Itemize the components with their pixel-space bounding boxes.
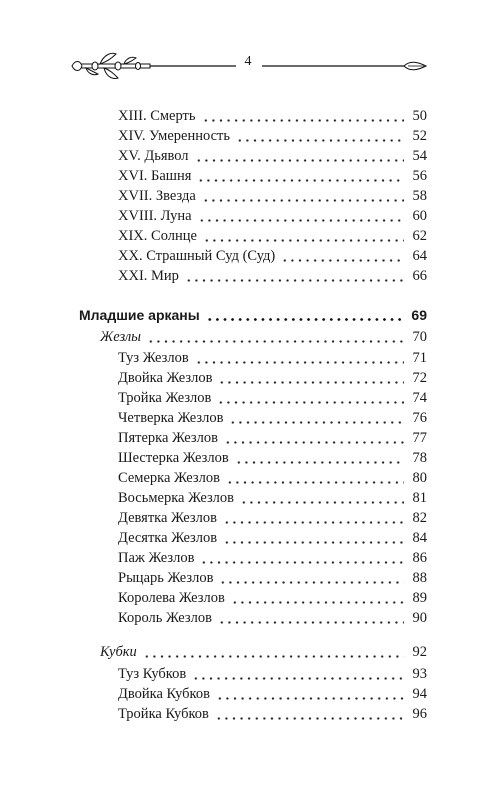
dot-leader (235, 450, 404, 464)
toc-entry-label: Десятка Жезлов (118, 530, 218, 546)
dot-leader (223, 510, 404, 524)
dot-leader (224, 430, 404, 444)
toc-entry-page: 74 (412, 390, 427, 406)
dot-leader (185, 268, 404, 282)
toc-section-label: Младшие арканы (79, 307, 200, 323)
toc-entry-label: Восьмерка Жезлов (118, 490, 235, 506)
dot-leader (202, 188, 404, 202)
toc-entry-page: 90 (412, 610, 427, 626)
toc-entry-label: Девятка Жезлов (118, 510, 217, 526)
dot-leader (192, 666, 404, 680)
toc-entry-page: 72 (412, 370, 427, 386)
toc-entry[interactable] (118, 349, 427, 367)
toc-subsection-page: 70 (412, 329, 427, 345)
toc-entry-label: Двойка Кубков (118, 686, 210, 702)
toc-entry-label: Тройка Жезлов (118, 390, 212, 406)
toc-entry[interactable] (118, 227, 427, 245)
toc-entry[interactable] (118, 267, 427, 285)
toc-entry-page: 77 (412, 430, 427, 446)
toc-entry-label: XIV. Умеренность (118, 128, 230, 144)
toc-entry-label: Паж Жезлов (118, 550, 195, 566)
dot-leader (195, 350, 404, 364)
toc-entry[interactable] (118, 529, 427, 547)
dot-leader (147, 329, 404, 343)
dot-leader (215, 706, 404, 720)
dot-leader (219, 570, 404, 584)
toc-entry-page: 52 (412, 128, 427, 144)
dot-leader (143, 644, 404, 658)
toc-entry-page: 54 (412, 148, 427, 164)
toc-entry-label: Двойка Жезлов (118, 370, 213, 386)
toc-entry-label: Семерка Жезлов (118, 470, 220, 486)
dot-leader (240, 490, 404, 504)
toc-subsection-label: Кубки (100, 644, 137, 660)
toc-entry[interactable] (118, 187, 427, 205)
dot-leader (198, 208, 404, 222)
toc-entry[interactable] (118, 247, 427, 265)
dot-leader (218, 610, 404, 624)
toc-entry-label: Королева Жезлов (118, 590, 225, 606)
toc-entry-label: Туз Жезлов (118, 350, 189, 366)
toc-entry-page: 82 (412, 510, 427, 526)
dot-leader (236, 128, 404, 142)
toc-entry-label: Король Жезлов (118, 610, 212, 626)
toc-entry-page: 94 (412, 686, 427, 702)
dot-leader (226, 470, 404, 484)
dot-leader (202, 108, 405, 122)
toc-entry[interactable] (118, 429, 427, 447)
toc-entry[interactable] (118, 609, 427, 627)
toc-entry-page: 81 (412, 490, 427, 506)
toc-entry[interactable] (118, 449, 427, 467)
toc-entry-page: 50 (412, 108, 427, 124)
toc-entry-page: 66 (412, 268, 427, 284)
page-number: 4 (244, 54, 252, 69)
toc-entry[interactable] (118, 127, 427, 145)
toc-entry-label: Тройка Кубков (118, 706, 209, 722)
dot-leader (203, 228, 404, 242)
dot-leader (216, 686, 404, 700)
toc-entry-page: 96 (412, 706, 427, 722)
toc-entry[interactable] (118, 665, 427, 683)
toc-entry-page: 80 (412, 470, 427, 486)
toc-entry[interactable] (118, 167, 427, 185)
toc-entry-page: 93 (412, 666, 427, 682)
toc-entry[interactable] (118, 107, 427, 125)
toc-entry-label: XXI. Мир (118, 268, 179, 284)
toc-entry-label: XIX. Солнце (118, 228, 197, 244)
toc-entry[interactable] (118, 389, 427, 407)
toc-entry[interactable] (118, 509, 427, 527)
dot-leader (195, 148, 404, 162)
dot-leader (197, 168, 404, 182)
toc-entry[interactable] (118, 207, 427, 225)
dot-leader (231, 590, 404, 604)
toc-section-page: 69 (411, 307, 427, 323)
toc-subsection-wands[interactable] (100, 328, 427, 346)
toc-entry-page: 56 (412, 168, 427, 184)
toc-entry-page: 89 (412, 590, 427, 606)
dot-leader (223, 530, 404, 544)
toc-entry-page: 76 (412, 410, 427, 426)
toc-entry-label: XVIII. Луна (118, 208, 192, 224)
toc-entry[interactable] (118, 409, 427, 427)
toc-entry-page: 58 (412, 188, 427, 204)
toc-entry[interactable] (118, 589, 427, 607)
toc-entry-label: Рыцарь Жезлов (118, 570, 214, 586)
dot-leader (281, 248, 404, 262)
toc-entry-page: 78 (412, 450, 427, 466)
toc-entry-page: 84 (412, 530, 427, 546)
toc-entry-label: XV. Дьявол (118, 148, 189, 164)
toc-entry-page: 60 (412, 208, 427, 224)
toc-subsection-page: 92 (412, 644, 427, 660)
toc-entry-label: Четверка Жезлов (118, 410, 224, 426)
dot-leader (218, 370, 404, 384)
toc-entry-label: Пятерка Жезлов (118, 430, 218, 446)
toc-entry-label: XIII. Смерть (118, 108, 196, 124)
toc-entry-label: XVI. Башня (118, 168, 192, 184)
toc-subsection-cups[interactable] (100, 643, 427, 661)
dot-leader (200, 550, 404, 564)
toc-entry[interactable] (118, 685, 427, 703)
toc-entry-label: Шестерка Жезлов (118, 450, 229, 466)
toc-entry[interactable] (118, 569, 427, 587)
toc-entry[interactable] (118, 469, 427, 487)
toc-entry[interactable] (118, 369, 427, 387)
dot-leader (206, 307, 404, 321)
toc-entry[interactable] (118, 147, 427, 165)
toc-entry-page: 62 (412, 228, 427, 244)
toc-subsection-label: Жезлы (100, 329, 141, 345)
dot-leader (229, 410, 404, 424)
toc-entry[interactable] (118, 549, 427, 567)
toc-entry[interactable] (118, 489, 427, 507)
dot-leader (217, 390, 404, 404)
toc-entry-label: Туз Кубков (118, 666, 187, 682)
toc-entry-page: 86 (412, 550, 427, 566)
toc-entry-label: XX. Страшный Суд (Суд) (118, 248, 276, 264)
toc-entry-page: 64 (412, 248, 427, 264)
toc-entry-label: XVII. Звезда (118, 188, 196, 204)
toc-entry-page: 88 (412, 570, 427, 586)
toc-section-minor-arcana[interactable] (79, 306, 427, 324)
toc-entry[interactable] (118, 705, 427, 723)
toc-entry-page: 71 (412, 350, 427, 366)
